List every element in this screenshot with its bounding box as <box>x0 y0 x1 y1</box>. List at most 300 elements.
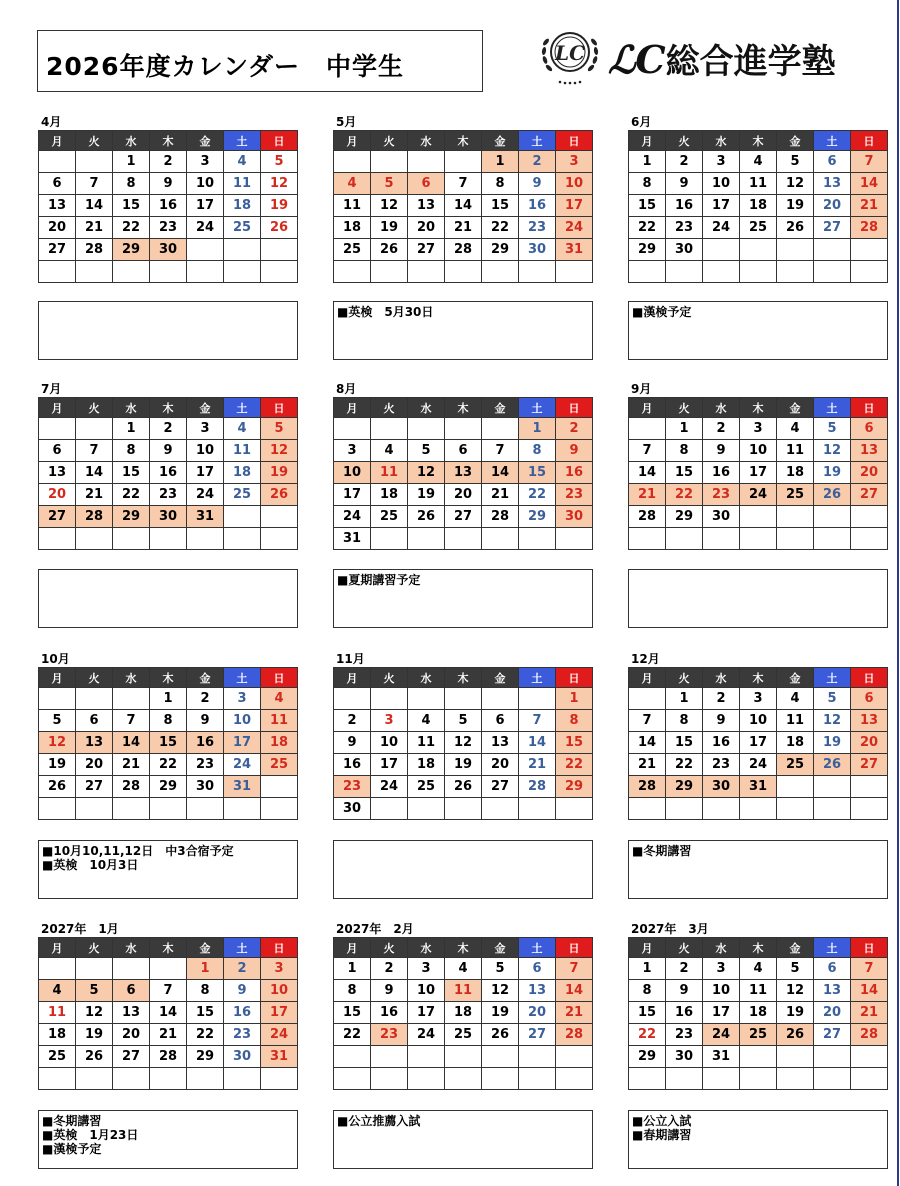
title-box <box>37 30 483 92</box>
empty-cell <box>261 798 298 820</box>
month-table <box>333 397 593 550</box>
weekday-header: 土 <box>519 668 556 688</box>
empty-cell <box>39 151 76 173</box>
empty-cell <box>224 506 261 528</box>
empty-cell <box>187 261 224 283</box>
empty-cell <box>445 1046 482 1068</box>
day-cell: 14 <box>851 980 888 1002</box>
week-row <box>334 173 593 195</box>
empty-cell <box>556 798 593 820</box>
day-cell: 28 <box>76 506 113 528</box>
weekday-header: 木 <box>150 398 187 418</box>
day-cell: 31 <box>187 506 224 528</box>
day-cell: 4 <box>777 418 814 440</box>
weekday-header: 月 <box>334 938 371 958</box>
day-cell: 11 <box>408 732 445 754</box>
empty-cell <box>113 1068 150 1090</box>
note-line: ■英検 10月3日 <box>42 858 139 872</box>
empty-cell <box>445 688 482 710</box>
day-cell: 1 <box>113 418 150 440</box>
day-cell: 6 <box>408 173 445 195</box>
day-cell: 3 <box>703 958 740 980</box>
day-cell: 15 <box>666 462 703 484</box>
day-cell: 1 <box>113 151 150 173</box>
day-cell: 3 <box>334 440 371 462</box>
empty-cell <box>703 798 740 820</box>
day-cell: 26 <box>777 1024 814 1046</box>
empty-cell <box>556 261 593 283</box>
weekday-header: 水 <box>408 938 445 958</box>
empty-cell <box>445 261 482 283</box>
weekday-header: 水 <box>703 938 740 958</box>
empty-cell <box>814 261 851 283</box>
day-cell: 15 <box>666 732 703 754</box>
day-cell: 13 <box>482 732 519 754</box>
empty-cell <box>445 151 482 173</box>
day-cell: 20 <box>39 217 76 239</box>
day-cell: 28 <box>851 217 888 239</box>
weekday-header: 木 <box>445 398 482 418</box>
empty-cell <box>519 1068 556 1090</box>
day-cell: 15 <box>334 1002 371 1024</box>
day-cell: 9 <box>334 732 371 754</box>
day-cell: 27 <box>39 506 76 528</box>
empty-cell <box>814 1046 851 1068</box>
month-calendar <box>333 922 593 1090</box>
day-cell: 16 <box>556 462 593 484</box>
empty-cell <box>371 528 408 550</box>
day-cell: 25 <box>371 506 408 528</box>
month-label: 8月 <box>336 382 357 396</box>
day-cell: 6 <box>814 151 851 173</box>
day-cell: 8 <box>150 710 187 732</box>
day-cell: 11 <box>777 710 814 732</box>
empty-cell <box>482 1068 519 1090</box>
week-row <box>39 754 298 776</box>
day-cell: 10 <box>334 462 371 484</box>
day-cell: 26 <box>777 217 814 239</box>
day-cell: 30 <box>556 506 593 528</box>
logo-wordmark <box>608 34 836 83</box>
week-row <box>334 484 593 506</box>
empty-cell <box>76 958 113 980</box>
weekday-header: 月 <box>629 668 666 688</box>
empty-cell <box>76 528 113 550</box>
day-cell: 12 <box>777 173 814 195</box>
day-cell: 17 <box>703 1002 740 1024</box>
day-cell: 2 <box>224 958 261 980</box>
empty-cell <box>408 261 445 283</box>
weekday-header: 火 <box>76 131 113 151</box>
day-cell: 7 <box>76 440 113 462</box>
week-row <box>334 688 593 710</box>
day-cell: 20 <box>76 754 113 776</box>
day-cell: 9 <box>150 440 187 462</box>
empty-cell <box>261 261 298 283</box>
day-cell: 23 <box>703 754 740 776</box>
note-line: ■夏期講習予定 <box>337 573 421 587</box>
day-cell: 13 <box>76 732 113 754</box>
day-cell: 9 <box>703 710 740 732</box>
day-cell: 24 <box>703 217 740 239</box>
weekday-header: 水 <box>703 398 740 418</box>
week-row <box>39 776 298 798</box>
month-table <box>628 937 888 1090</box>
day-cell: 3 <box>408 958 445 980</box>
weekday-header: 木 <box>445 938 482 958</box>
note-line: ■公立推薦入試 <box>337 1114 421 1128</box>
day-cell: 3 <box>187 418 224 440</box>
week-row <box>629 732 888 754</box>
empty-cell <box>777 798 814 820</box>
day-cell: 14 <box>113 732 150 754</box>
day-cell: 7 <box>851 958 888 980</box>
weekday-header: 月 <box>39 668 76 688</box>
empty-cell <box>113 958 150 980</box>
day-cell: 8 <box>187 980 224 1002</box>
day-cell: 27 <box>408 239 445 261</box>
weekday-header: 火 <box>76 668 113 688</box>
day-cell: 16 <box>224 1002 261 1024</box>
day-cell: 6 <box>851 688 888 710</box>
empty-cell <box>777 528 814 550</box>
week-row <box>629 151 888 173</box>
weekday-header: 火 <box>371 131 408 151</box>
day-cell: 7 <box>445 173 482 195</box>
week-row <box>334 732 593 754</box>
empty-cell <box>224 239 261 261</box>
day-cell: 6 <box>445 440 482 462</box>
month-table <box>38 397 298 550</box>
week-row <box>39 688 298 710</box>
day-cell: 31 <box>334 528 371 550</box>
day-cell: 3 <box>703 151 740 173</box>
day-cell: 12 <box>371 195 408 217</box>
day-cell: 21 <box>482 484 519 506</box>
week-row <box>334 506 593 528</box>
day-cell: 21 <box>629 484 666 506</box>
empty-cell <box>777 261 814 283</box>
weekday-header: 水 <box>113 131 150 151</box>
month-label: 2027年 1月 <box>41 922 119 936</box>
week-row <box>334 958 593 980</box>
notes-box <box>333 1110 593 1169</box>
day-cell: 22 <box>113 217 150 239</box>
empty-cell <box>224 1068 261 1090</box>
day-cell: 5 <box>371 173 408 195</box>
note-line: ■漢検予定 <box>42 1142 102 1156</box>
day-cell: 4 <box>740 958 777 980</box>
month-calendar <box>628 922 888 1090</box>
day-cell: 5 <box>777 151 814 173</box>
day-cell: 29 <box>187 1046 224 1068</box>
day-cell: 14 <box>150 1002 187 1024</box>
weekday-header: 土 <box>224 398 261 418</box>
day-cell: 15 <box>113 462 150 484</box>
month-label: 10月 <box>41 652 70 666</box>
empty-cell <box>629 688 666 710</box>
logo-lc: ℒC <box>608 37 666 82</box>
day-cell: 5 <box>445 710 482 732</box>
day-cell: 13 <box>113 1002 150 1024</box>
day-cell: 10 <box>408 980 445 1002</box>
day-cell: 20 <box>482 754 519 776</box>
day-cell: 6 <box>39 440 76 462</box>
notes-box <box>333 301 593 360</box>
day-cell: 26 <box>76 1046 113 1068</box>
empty-cell <box>814 506 851 528</box>
day-cell: 9 <box>556 440 593 462</box>
week-row <box>39 732 298 754</box>
weekday-header: 火 <box>666 668 703 688</box>
weekday-header: 木 <box>740 398 777 418</box>
empty-cell <box>113 798 150 820</box>
weekday-header: 火 <box>371 938 408 958</box>
empty-cell <box>777 1046 814 1068</box>
empty-cell <box>519 261 556 283</box>
empty-cell <box>740 261 777 283</box>
day-cell: 4 <box>777 688 814 710</box>
day-cell: 20 <box>408 217 445 239</box>
weekday-header: 土 <box>224 668 261 688</box>
weekday-header: 金 <box>187 938 224 958</box>
month-calendar <box>38 922 298 1090</box>
day-cell: 24 <box>187 217 224 239</box>
empty-cell <box>150 798 187 820</box>
week-row <box>39 980 298 1002</box>
week-row <box>39 173 298 195</box>
day-cell: 21 <box>445 217 482 239</box>
weekday-header: 金 <box>482 398 519 418</box>
day-cell: 17 <box>408 1002 445 1024</box>
day-cell: 24 <box>224 754 261 776</box>
day-cell: 4 <box>224 418 261 440</box>
day-cell: 28 <box>113 776 150 798</box>
day-cell: 28 <box>629 506 666 528</box>
weekday-header: 木 <box>740 131 777 151</box>
day-cell: 21 <box>113 754 150 776</box>
empty-cell <box>261 506 298 528</box>
week-row <box>629 418 888 440</box>
day-cell: 16 <box>666 1002 703 1024</box>
day-cell: 3 <box>261 958 298 980</box>
day-cell: 11 <box>740 173 777 195</box>
day-cell: 18 <box>224 195 261 217</box>
day-cell: 14 <box>76 462 113 484</box>
day-cell: 7 <box>851 151 888 173</box>
note-line: ■英検 5月30日 <box>337 305 434 319</box>
day-cell: 9 <box>371 980 408 1002</box>
day-cell: 15 <box>629 195 666 217</box>
day-cell: 22 <box>556 754 593 776</box>
day-cell: 14 <box>76 195 113 217</box>
week-row <box>39 1068 298 1090</box>
day-cell: 20 <box>814 195 851 217</box>
day-cell: 25 <box>334 239 371 261</box>
week-row <box>334 239 593 261</box>
week-row <box>334 440 593 462</box>
day-cell: 5 <box>408 440 445 462</box>
day-cell: 7 <box>76 173 113 195</box>
empty-cell <box>814 1068 851 1090</box>
day-cell: 25 <box>777 754 814 776</box>
week-row <box>39 798 298 820</box>
empty-cell <box>113 528 150 550</box>
empty-cell <box>261 1068 298 1090</box>
day-cell: 2 <box>371 958 408 980</box>
day-cell: 16 <box>150 462 187 484</box>
day-cell: 15 <box>519 462 556 484</box>
day-cell: 17 <box>224 732 261 754</box>
day-cell: 26 <box>261 217 298 239</box>
empty-cell <box>851 1068 888 1090</box>
day-cell: 6 <box>814 958 851 980</box>
empty-cell <box>777 239 814 261</box>
day-cell: 19 <box>76 1024 113 1046</box>
day-cell: 27 <box>519 1024 556 1046</box>
day-cell: 15 <box>629 1002 666 1024</box>
empty-cell <box>703 528 740 550</box>
weekday-header: 日 <box>851 131 888 151</box>
day-cell: 11 <box>371 462 408 484</box>
day-cell: 17 <box>334 484 371 506</box>
weekday-header: 水 <box>113 938 150 958</box>
week-row <box>334 1024 593 1046</box>
weekday-header: 火 <box>76 938 113 958</box>
weekday-header: 月 <box>334 668 371 688</box>
day-cell: 13 <box>445 462 482 484</box>
day-cell: 24 <box>556 217 593 239</box>
month-table <box>333 937 593 1090</box>
weekday-header: 土 <box>519 938 556 958</box>
day-cell: 10 <box>703 980 740 1002</box>
empty-cell <box>629 528 666 550</box>
weekday-header: 水 <box>408 398 445 418</box>
weekday-header: 金 <box>187 131 224 151</box>
empty-cell <box>371 418 408 440</box>
day-cell: 16 <box>519 195 556 217</box>
weekday-header: 土 <box>519 398 556 418</box>
day-cell: 17 <box>703 195 740 217</box>
day-cell: 19 <box>39 754 76 776</box>
day-cell: 18 <box>371 484 408 506</box>
day-cell: 9 <box>224 980 261 1002</box>
day-cell: 19 <box>371 217 408 239</box>
month-table <box>628 130 888 283</box>
day-cell: 13 <box>851 710 888 732</box>
empty-cell <box>39 798 76 820</box>
empty-cell <box>187 239 224 261</box>
day-cell: 8 <box>113 173 150 195</box>
day-cell: 5 <box>482 958 519 980</box>
weekday-header: 日 <box>556 398 593 418</box>
weekday-header: 木 <box>740 668 777 688</box>
day-cell: 13 <box>408 195 445 217</box>
empty-cell <box>519 528 556 550</box>
day-cell: 17 <box>740 732 777 754</box>
day-cell: 6 <box>851 418 888 440</box>
day-cell: 28 <box>482 506 519 528</box>
day-cell: 3 <box>371 710 408 732</box>
week-row <box>39 418 298 440</box>
weekday-header: 火 <box>371 398 408 418</box>
day-cell: 2 <box>519 151 556 173</box>
weekday-header: 日 <box>556 668 593 688</box>
week-row <box>334 261 593 283</box>
weekday-header: 日 <box>556 938 593 958</box>
month-label: 9月 <box>631 382 652 396</box>
empty-cell <box>851 1046 888 1068</box>
day-cell: 2 <box>556 418 593 440</box>
day-cell: 22 <box>113 484 150 506</box>
day-cell: 1 <box>150 688 187 710</box>
empty-cell <box>629 261 666 283</box>
empty-cell <box>740 239 777 261</box>
weekday-header: 火 <box>666 938 703 958</box>
day-cell: 22 <box>629 217 666 239</box>
day-cell: 15 <box>113 195 150 217</box>
weekday-header: 火 <box>666 398 703 418</box>
week-row <box>39 528 298 550</box>
day-cell: 22 <box>482 217 519 239</box>
week-row <box>39 1024 298 1046</box>
week-row <box>39 484 298 506</box>
note-line: ■公立入試 <box>632 1114 692 1128</box>
day-cell: 1 <box>519 418 556 440</box>
month-label: 2027年 2月 <box>336 922 414 936</box>
weekday-header: 木 <box>445 668 482 688</box>
day-cell: 1 <box>666 688 703 710</box>
week-row <box>334 754 593 776</box>
empty-cell <box>666 1068 703 1090</box>
week-row <box>39 261 298 283</box>
empty-cell <box>629 418 666 440</box>
month-label: 5月 <box>336 115 357 129</box>
month-table <box>38 130 298 283</box>
notes-box <box>333 569 593 628</box>
empty-cell <box>371 1068 408 1090</box>
day-cell: 22 <box>666 754 703 776</box>
empty-cell <box>851 528 888 550</box>
month-label: 7月 <box>41 382 62 396</box>
day-cell: 15 <box>482 195 519 217</box>
day-cell: 29 <box>113 506 150 528</box>
empty-cell <box>187 528 224 550</box>
day-cell: 6 <box>76 710 113 732</box>
day-cell: 1 <box>629 151 666 173</box>
day-cell: 23 <box>150 484 187 506</box>
day-cell: 11 <box>445 980 482 1002</box>
week-row <box>629 173 888 195</box>
week-row <box>629 440 888 462</box>
weekday-header: 月 <box>39 398 76 418</box>
weekday-header: 水 <box>703 131 740 151</box>
day-cell: 7 <box>629 440 666 462</box>
note-line: ■10月10,11,12日 中3合宿予定 <box>42 844 234 858</box>
empty-cell <box>371 688 408 710</box>
logo-school-name: 総合進学塾 <box>665 42 836 82</box>
empty-cell <box>334 151 371 173</box>
day-cell: 9 <box>703 440 740 462</box>
week-row <box>334 798 593 820</box>
notes-box <box>38 1110 298 1169</box>
day-cell: 4 <box>224 151 261 173</box>
week-row <box>629 239 888 261</box>
day-cell: 7 <box>629 710 666 732</box>
day-cell: 21 <box>150 1024 187 1046</box>
notes-box <box>628 1110 888 1169</box>
empty-cell <box>703 261 740 283</box>
